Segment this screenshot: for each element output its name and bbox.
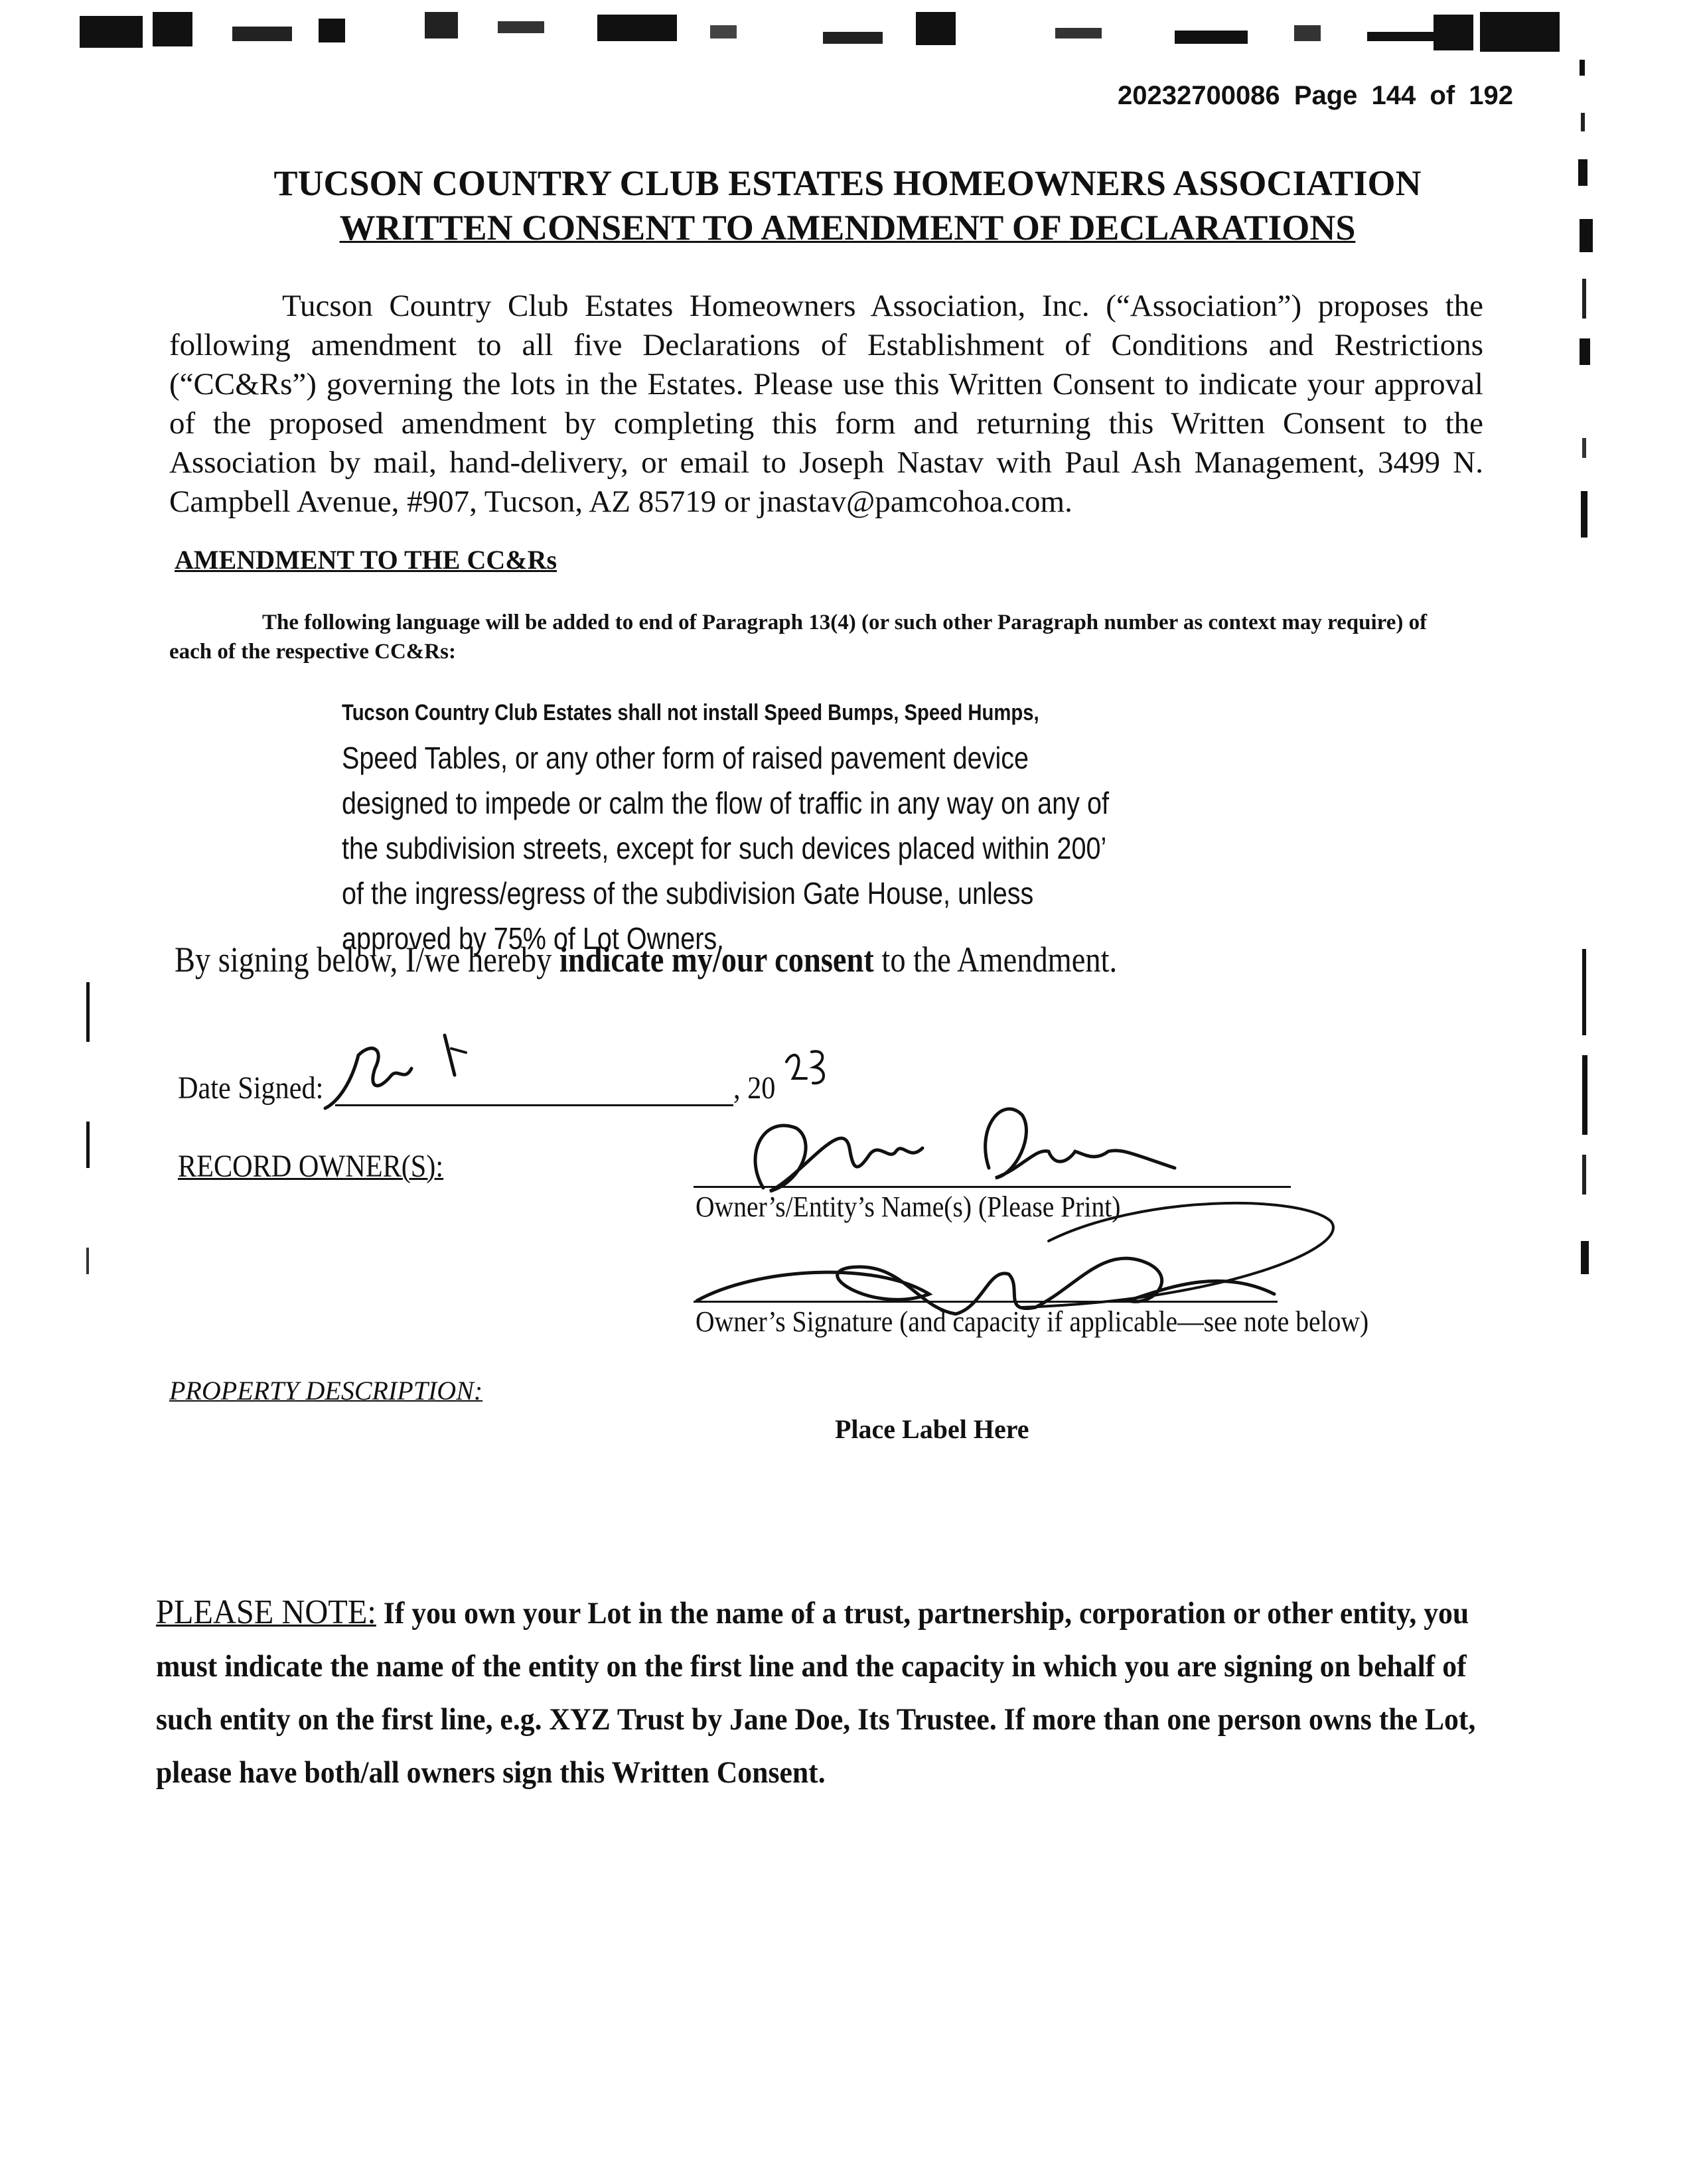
amendment-text-rest: Speed Tables, or any other form of raised pavement device designed to impede or calm the flow of traffic in any way on any of the subdivision streets, except for such devices placed within 200’ of the ingress/egress of the subdivision Gate House, unless approved by 75% of Lot Owners. (342, 741, 1109, 956)
consent-post: to the Amendment. (873, 940, 1118, 980)
consent-pre: By signing below, I/we hereby (175, 940, 559, 980)
document-title: TUCSON COUNTRY CLUB ESTATES HOMEOWNERS ASSOCIATION (273, 163, 1422, 203)
record-owner-label: RECORD OWNER(S): (178, 1149, 444, 1184)
handwritten-year (780, 1042, 833, 1102)
name-caption: Owner’s/Entity’s Name(s) (Please Print) (696, 1191, 1121, 1223)
consent-statement (175, 939, 1117, 980)
please-note-label: PLEASE NOTE: (156, 1593, 376, 1631)
page-number: Page 144 of 192 (1293, 81, 1513, 110)
right-margin-scan-marks (1573, 60, 1619, 1453)
amendment-text (342, 687, 1112, 961)
intro-paragraph: Tucson Country Club Estates Homeowners Association, Inc. (“Association”) proposes the following amendment to all five Declarations of Establishment of Conditions and Restrictions (“CC&Rs”) governing the lots in the Estates. Please use this Written Consent to indicate your approval of the proposed amendment by completing this form and returning this Written Consent to the Association by mail, hand-delivery, or email to Joseph Nastav with Paul Ash Management, 3499 N. Campbell Avenue, #907, Tucson, AZ 85719 or jnastav@pamcohoa.com. (169, 289, 1483, 519)
left-margin-scan-marks (80, 982, 100, 1314)
document-subtitle: WRITTEN CONSENT TO AMENDMENT OF DECLARATIONS (339, 208, 1356, 248)
property-description-label: PROPERTY DESCRIPTION: (169, 1376, 483, 1406)
year-prefix: , 20 (733, 1070, 776, 1106)
date-signed-label: Date Signed: (178, 1070, 324, 1106)
scan-artifact-band (80, 12, 1560, 57)
document-subtitle-wrap (0, 207, 1695, 248)
please-note-text: If you own your Lot in the name of a trust, partnership, corporation or other entity, you must indicate the name of the entity on the first line and the capacity in which you are signing on behalf of such entity on the first line, e.g. XYZ Trust by Jane Doe, Its Trustee. If more than one person owns the Lot, please have both/all owners sign this Written Consent. (156, 1596, 1476, 1790)
record-number: 20232700086 (1117, 81, 1280, 110)
amendment-heading: AMENDMENT TO THE CC&Rs (175, 545, 557, 575)
handwritten-date (312, 1029, 484, 1128)
record-page-header (1062, 81, 1513, 111)
date-line (335, 1104, 733, 1106)
amendment-lead: The following language will be added to end of Paragraph 13(4) (or such other Paragraph number as context may require) of each of the respective CC&Rs: (169, 611, 1428, 664)
handwritten-printed-name (723, 1088, 1188, 1201)
place-label-text: Place Label Here (835, 1414, 1029, 1444)
signature-caption: Owner’s Signature (and capacity if applicable—see note below) (696, 1305, 1369, 1338)
name-line (694, 1186, 1291, 1188)
signature-line (694, 1301, 1278, 1303)
consent-bold: indicate my/our consent (559, 940, 874, 980)
amendment-text-first: Tucson Country Club Estates shall not install Speed Bumps, Speed Humps, (342, 700, 1039, 725)
please-note-paragraph (156, 1586, 1508, 1799)
